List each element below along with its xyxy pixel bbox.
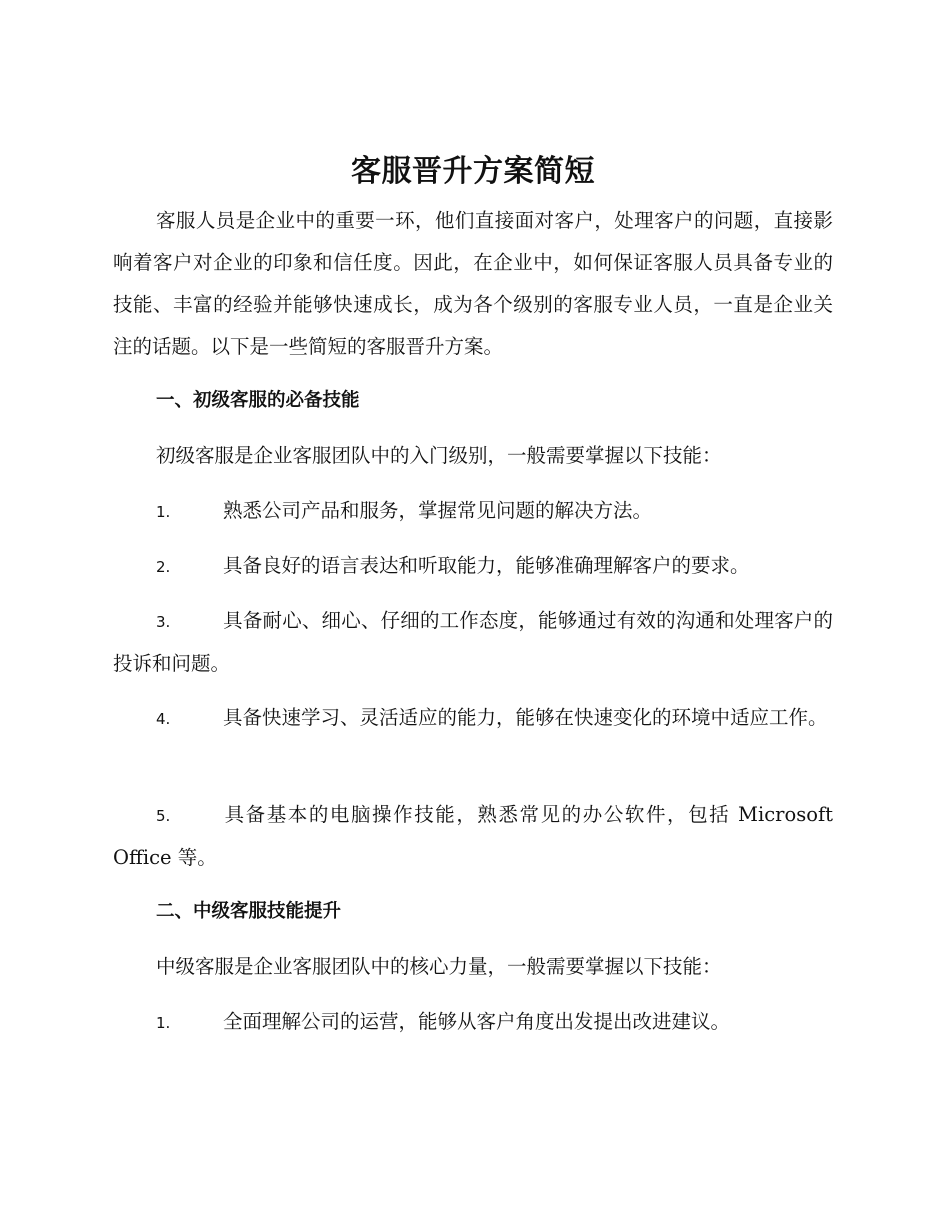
list-text: 具备基本的电脑操作技能，熟悉常见的办公软件，包括 Microsoft Office 等。 <box>113 803 833 869</box>
list-item <box>113 600 833 685</box>
list-number: 2. <box>156 558 171 576</box>
intro-paragraph: 客服人员是企业中的重要一环，他们直接面对客户，处理客户的问题，直接影响着客户对企业的印象和信任度。因此，在企业中，如何保证客服人员具备专业的技能、丰富的经验并能够快速成长，成为各个级别的客服专业人员，一直是企业关注的话题。以下是一些简短的客服晋升方案。 <box>113 209 833 358</box>
list-item <box>113 545 833 588</box>
list-item <box>113 697 833 740</box>
list-text: 熟悉公司产品和服务，掌握常见问题的解决方法。 <box>223 499 653 522</box>
section-lead-junior: 初级客服是企业客服团队中的入门级别，一般需要掌握以下技能： <box>156 444 722 467</box>
document-title: 客服晋升方案简短 <box>351 154 595 189</box>
list-text: 具备良好的语言表达和听取能力，能够准确理解客户的要求。 <box>223 554 750 577</box>
list-number: 1. <box>156 1014 171 1032</box>
list-text: 具备耐心、细心、仔细的工作态度，能够通过有效的沟通和处理客户的投诉和问题。 <box>113 609 833 675</box>
section-heading-junior: 一、初级客服的必备技能 <box>156 390 360 411</box>
list-number: 4. <box>156 710 171 728</box>
list-item <box>113 794 833 879</box>
section-lead-intermediate: 中级客服是企业客服团队中的核心力量，一般需要掌握以下技能： <box>156 955 722 978</box>
list-number: 3. <box>156 613 171 631</box>
list-item <box>113 1001 833 1044</box>
list-item <box>113 490 833 533</box>
list-text: 具备快速学习、灵活适应的能力，能够在快速变化的环境中适应工作。 <box>223 706 828 729</box>
list-text: 全面理解公司的运营，能够从客户角度出发提出改进建议。 <box>223 1010 731 1033</box>
list-number: 1. <box>156 503 171 521</box>
section-heading-intermediate: 二、中级客服技能提升 <box>156 901 342 922</box>
list-number: 5. <box>156 807 171 825</box>
